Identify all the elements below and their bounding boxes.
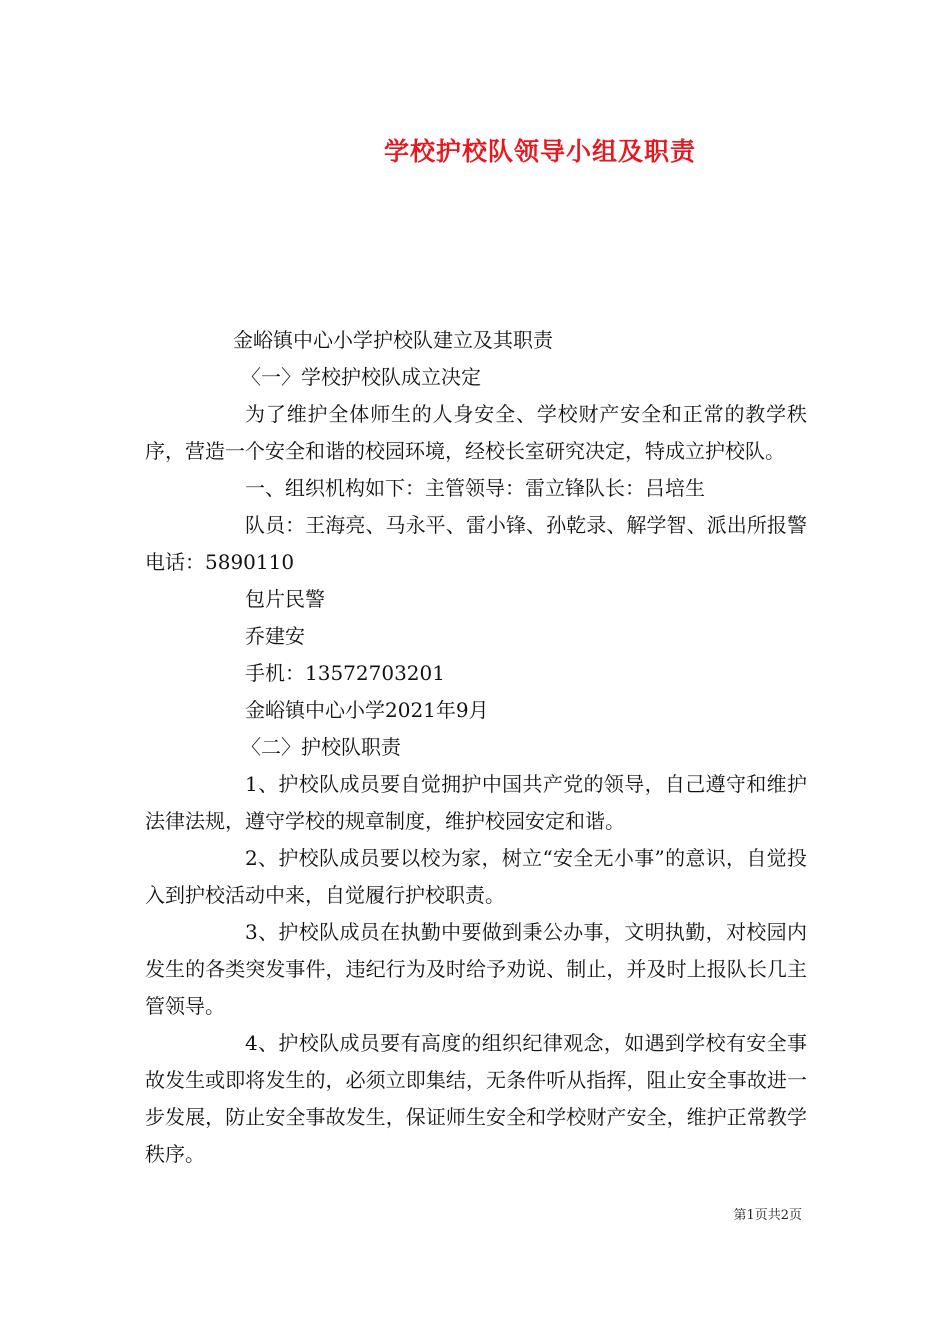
- document-body: [145, 322, 807, 1173]
- duty-4: 4、护校队成员要有高度的组织纪律观念，如遇到学校有安全事故发生或即将发生的，必须立即集结，无条件听从指挥，阻止安全事故进一步发展，防止安全事故发生，保证师生安全和学校财产安全，维护正常教学秩序。: [145, 1031, 807, 1166]
- duty-1: 1、护校队成员要自觉拥护中国共产党的领导，自己遵守和维护法律法规，遵守学校的规章制度，维护校园安定和谐。: [145, 772, 807, 833]
- paragraph-intro: 为了维护全体师生的人身安全、学校财产安全和正常的教学秩序，营造一个安全和谐的校园环境，经校长室研究决定，特成立护校队。: [145, 402, 807, 463]
- document-heading: 金峪镇中心小学护校队建立及其职责: [233, 328, 553, 352]
- police-label: 包片民警: [245, 587, 325, 611]
- police-name: 乔建安: [245, 624, 305, 648]
- duty-2: 2、护校队成员要以校为家，树立“安全无小事”的意识，自觉投入到护校活动中来，自觉履行护校职责。: [145, 846, 807, 907]
- page-number: 第1页共2页: [733, 1208, 802, 1223]
- section-1-title: 〈一〉学校护校队成立决定: [241, 365, 481, 389]
- sign-date: 金峪镇中心小学2021年9月: [245, 698, 489, 722]
- duty-3: 3、护校队成员在执勤中要做到秉公办事，文明执勤，对校园内发生的各类突发事件，违纪行为及时给予劝说、制止，并及时上报队长几主管领导。: [145, 920, 807, 1018]
- org-structure-line: 一、组织机构如下：主管领导：雷立锋队长：吕培生: [245, 476, 705, 500]
- document-title: 学校护校队领导小组及职责: [383, 137, 696, 166]
- members-line: 队员：王海亮、马永平、雷小锋、孙乾录、解学智、派出所报警电话：5890110: [145, 513, 807, 574]
- phone-line: 手机：13572703201: [245, 661, 445, 685]
- section-2-title: 〈二〉护校队职责: [241, 735, 401, 759]
